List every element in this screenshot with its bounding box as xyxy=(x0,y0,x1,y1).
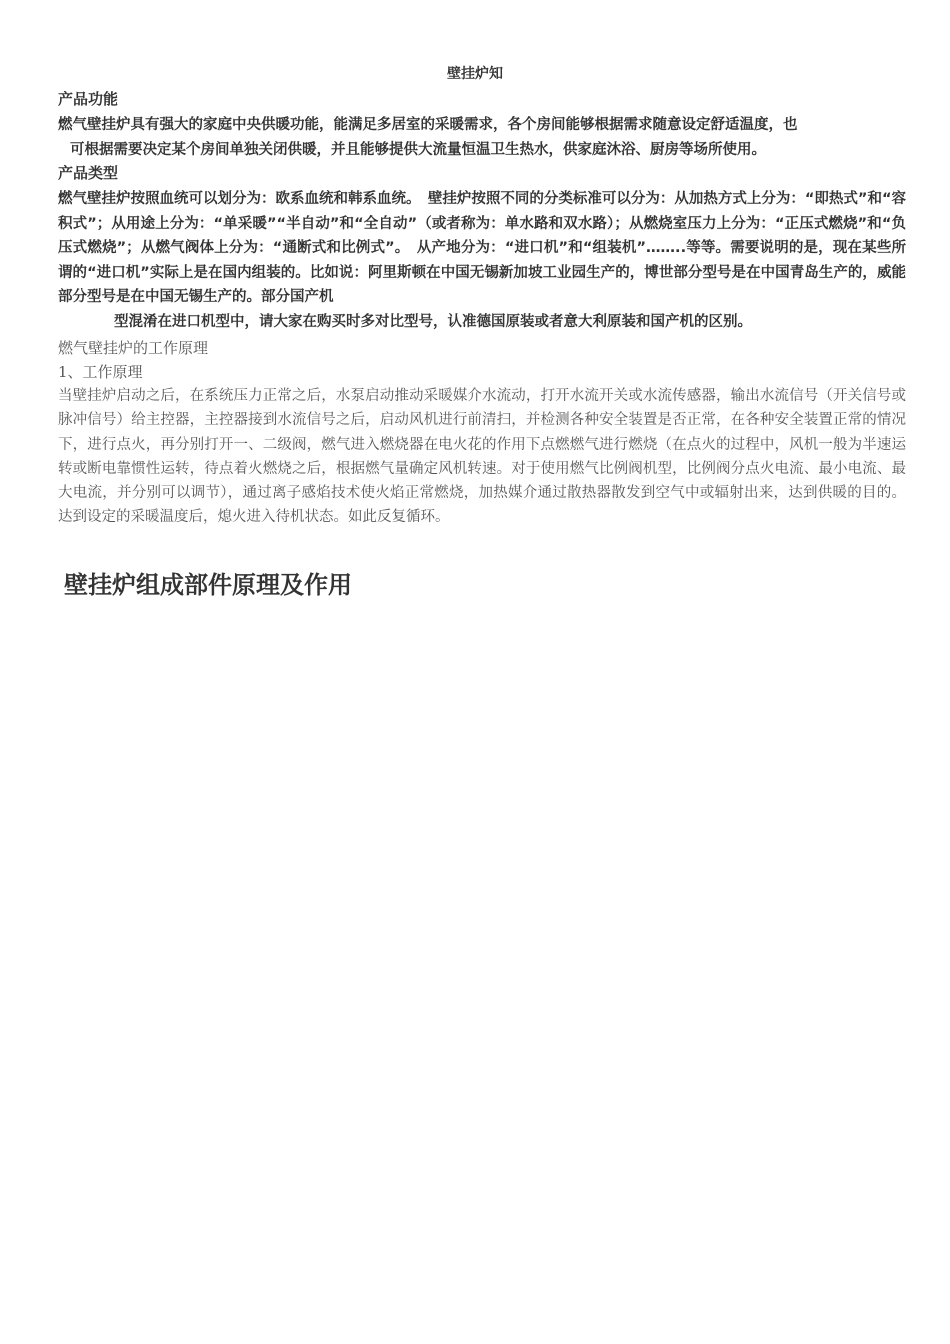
section-paragraph xyxy=(58,113,906,162)
section-product-function xyxy=(58,88,906,162)
section-label: 产品类型 xyxy=(58,164,119,182)
paragraph-line: 当壁挂炉启动之后，在系统压力正常之后，水泵启动推动采暖媒介水流动，打开水流开关或水流传感器，输出水流信号 xyxy=(58,388,819,404)
paragraph-line: 型混淆在进口机型中，请大家在购买时多对比型号，认准德国原装或者意大利原装和国产机的区别。 xyxy=(114,313,752,330)
paragraph-line: “即热式”和“容积式”；从用途上分为：“单采暖”“半自动”和“全自动”（或者称为：单水路和双水路）；从燃烧 xyxy=(58,191,906,232)
section-paragraph xyxy=(58,384,906,530)
paragraph-line: 可根据需要决定某个房间单独关闭供暖，并且能够提供大流量恒温卫生热水，供家庭沐浴、厨房等场所使用。 xyxy=(70,141,766,158)
paragraph-line: 各种安全装置正常的情况下，进行点火，再分别打开一、二级阀，燃气进入燃烧器在电火花的作用下点燃燃气进行燃烧 xyxy=(58,412,907,453)
paragraph-line: （开关信号或脉冲信号）给主控器，主控器接到水流信号之后，启动风机进行前清扫，并检测各种安全装置是否正常，在 xyxy=(58,388,907,429)
paragraph-line: （在点火的过程中，风机一般为半速运转或断电靠惯性运转，待点着火燃烧之后，根据燃气量确定风机转速。对于使用 xyxy=(58,436,906,477)
section-product-types xyxy=(58,162,906,334)
section-label: 产品功能 xyxy=(58,90,119,108)
paragraph-line: 热媒介通过散热器散发到空气中或辐射出来，达到供暖的目的。达到设定的采暖温度后，熄火进入待机状态。如此反复 xyxy=(58,485,906,526)
section-heading: 壁挂炉组成部件原理及作用 xyxy=(64,571,352,599)
section-paragraph xyxy=(58,187,906,334)
paragraph-line: 燃气壁挂炉按照血统可以划分为：欧系血统和韩系血统。 壁挂炉按照不同的分类标准可以分为：从加热方式上分为： xyxy=(58,191,805,207)
paragraph-line: 机”和“组装机”……..等等。需要说明的是，现在某些所谓的“进口机”实际上是在国内组装的。比如说：阿里斯顿在 xyxy=(58,240,906,281)
paragraph-line: 室压力上分为：“正压式燃烧”和“负压式燃烧”；从燃气阀体上分为：“通断式和比例式”。 从产地分为：“进口 xyxy=(58,215,906,256)
paragraph-line: 中国无锡新加坡工业园生产的，博世部分型号是在中国青岛生产的，威能部分型号是在中国无锡生产的。部分国产机 xyxy=(58,264,907,305)
section-sublabel: 1、工作原理 xyxy=(58,363,143,381)
paragraph-line: 循环。 xyxy=(406,509,450,526)
paragraph-line: 燃气壁挂炉具有强大的家庭中央供暖功能，能满足多居室的采暖需求，各个房间能够根据需求随意设定舒适温度，也 xyxy=(58,117,798,133)
section-label: 燃气壁挂炉的工作原理 xyxy=(58,339,209,357)
paragraph-line: 燃气比例阀机型，比例阀分点火电流、最小电流、最大电流，并分别可以调节），通过离子感焰技术使火焰正常燃烧，加 xyxy=(58,460,906,502)
document-title: 壁挂炉知 xyxy=(447,66,503,82)
section-working-principle xyxy=(58,336,906,530)
